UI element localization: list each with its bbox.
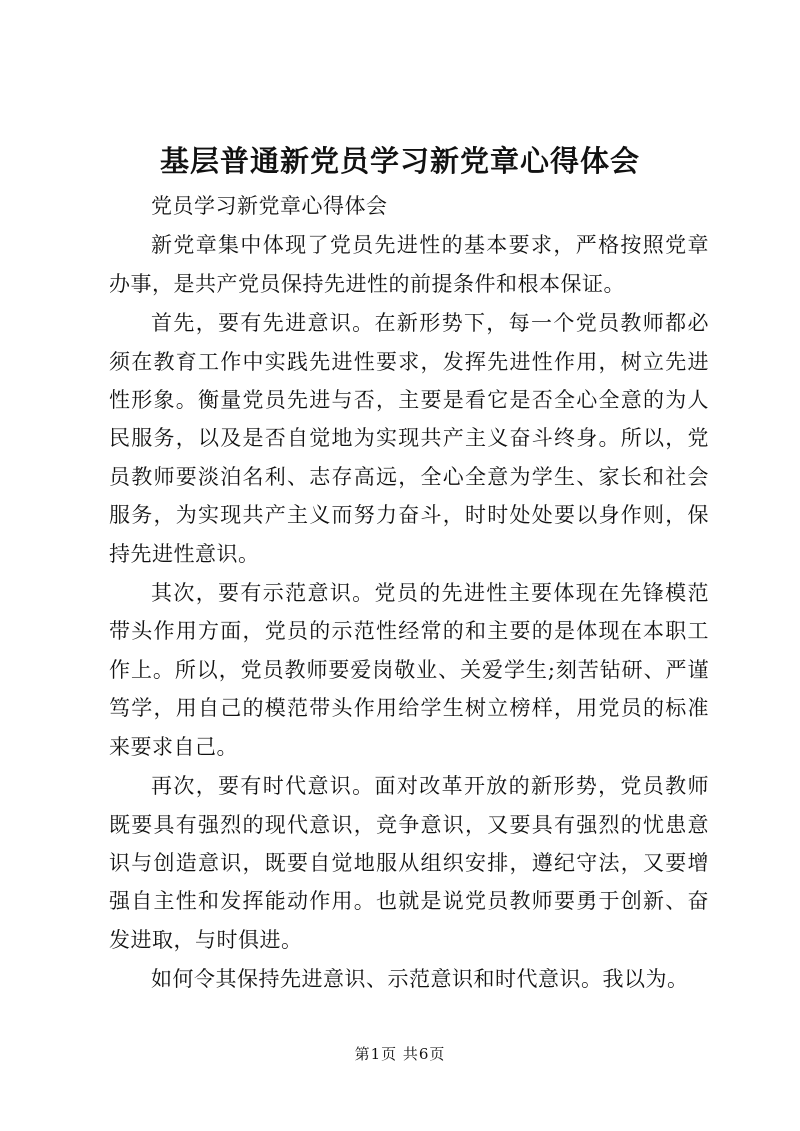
document-body xyxy=(109,187,709,999)
document-title: 基层普通新党员学习新党章心得体会 xyxy=(159,144,640,178)
paragraph-era-awareness: 再次，要有时代意识。面对改革开放的新形势，党员教师既要具有强烈的现代意识，竞争意识，又要具有强烈的忧患意识与创造意识，既要自觉地服从组织安排，遵纪守法，又要增强自主性和发挥能动作用。也就是说党员教师要勇于创新、奋发进取，与时俱进。 xyxy=(109,774,709,952)
paragraph-subtitle: 党员学习新党章心得体会 xyxy=(151,194,388,218)
paragraph-intro: 新党章集中体现了党员先进性的基本要求，严格按照党章办事，是共产党员保持先进性的前提条件和根本保证。 xyxy=(109,233,709,296)
page-footer: 第1页 共6页 xyxy=(354,1045,446,1063)
paragraph-advanced-awareness: 首先，要有先进意识。在新形势下，每一个党员教师都必须在教育工作中实践先进性要求，发挥先进性作用，树立先进性形象。衡量党员先进与否，主要是看它是否全心全意的为人民服务，以及是否自觉地为实现共产主义奋斗终身。所以，党员教师要淡泊名利、志存高远，全心全意为学生、家长和社会服务，为实现共产主义而努力奋斗，时时处处要以身作则，保持先进性意识。 xyxy=(109,311,709,566)
paragraph-exemplary-awareness: 其次，要有示范意识。党员的先进性主要体现在先锋模范带头作用方面，党员的示范性经常的和主要的是体现在本职工作上。所以，党员教师要爱岗敬业、关爱学生;刻苦钻研、严谨笃学，用自己的模范带头作用给学生树立榜样，用党员的标准来要求自己。 xyxy=(109,581,709,759)
paragraph-closing: 如何令其保持先进意识、示范意识和时代意识。我以为。 xyxy=(151,967,689,992)
